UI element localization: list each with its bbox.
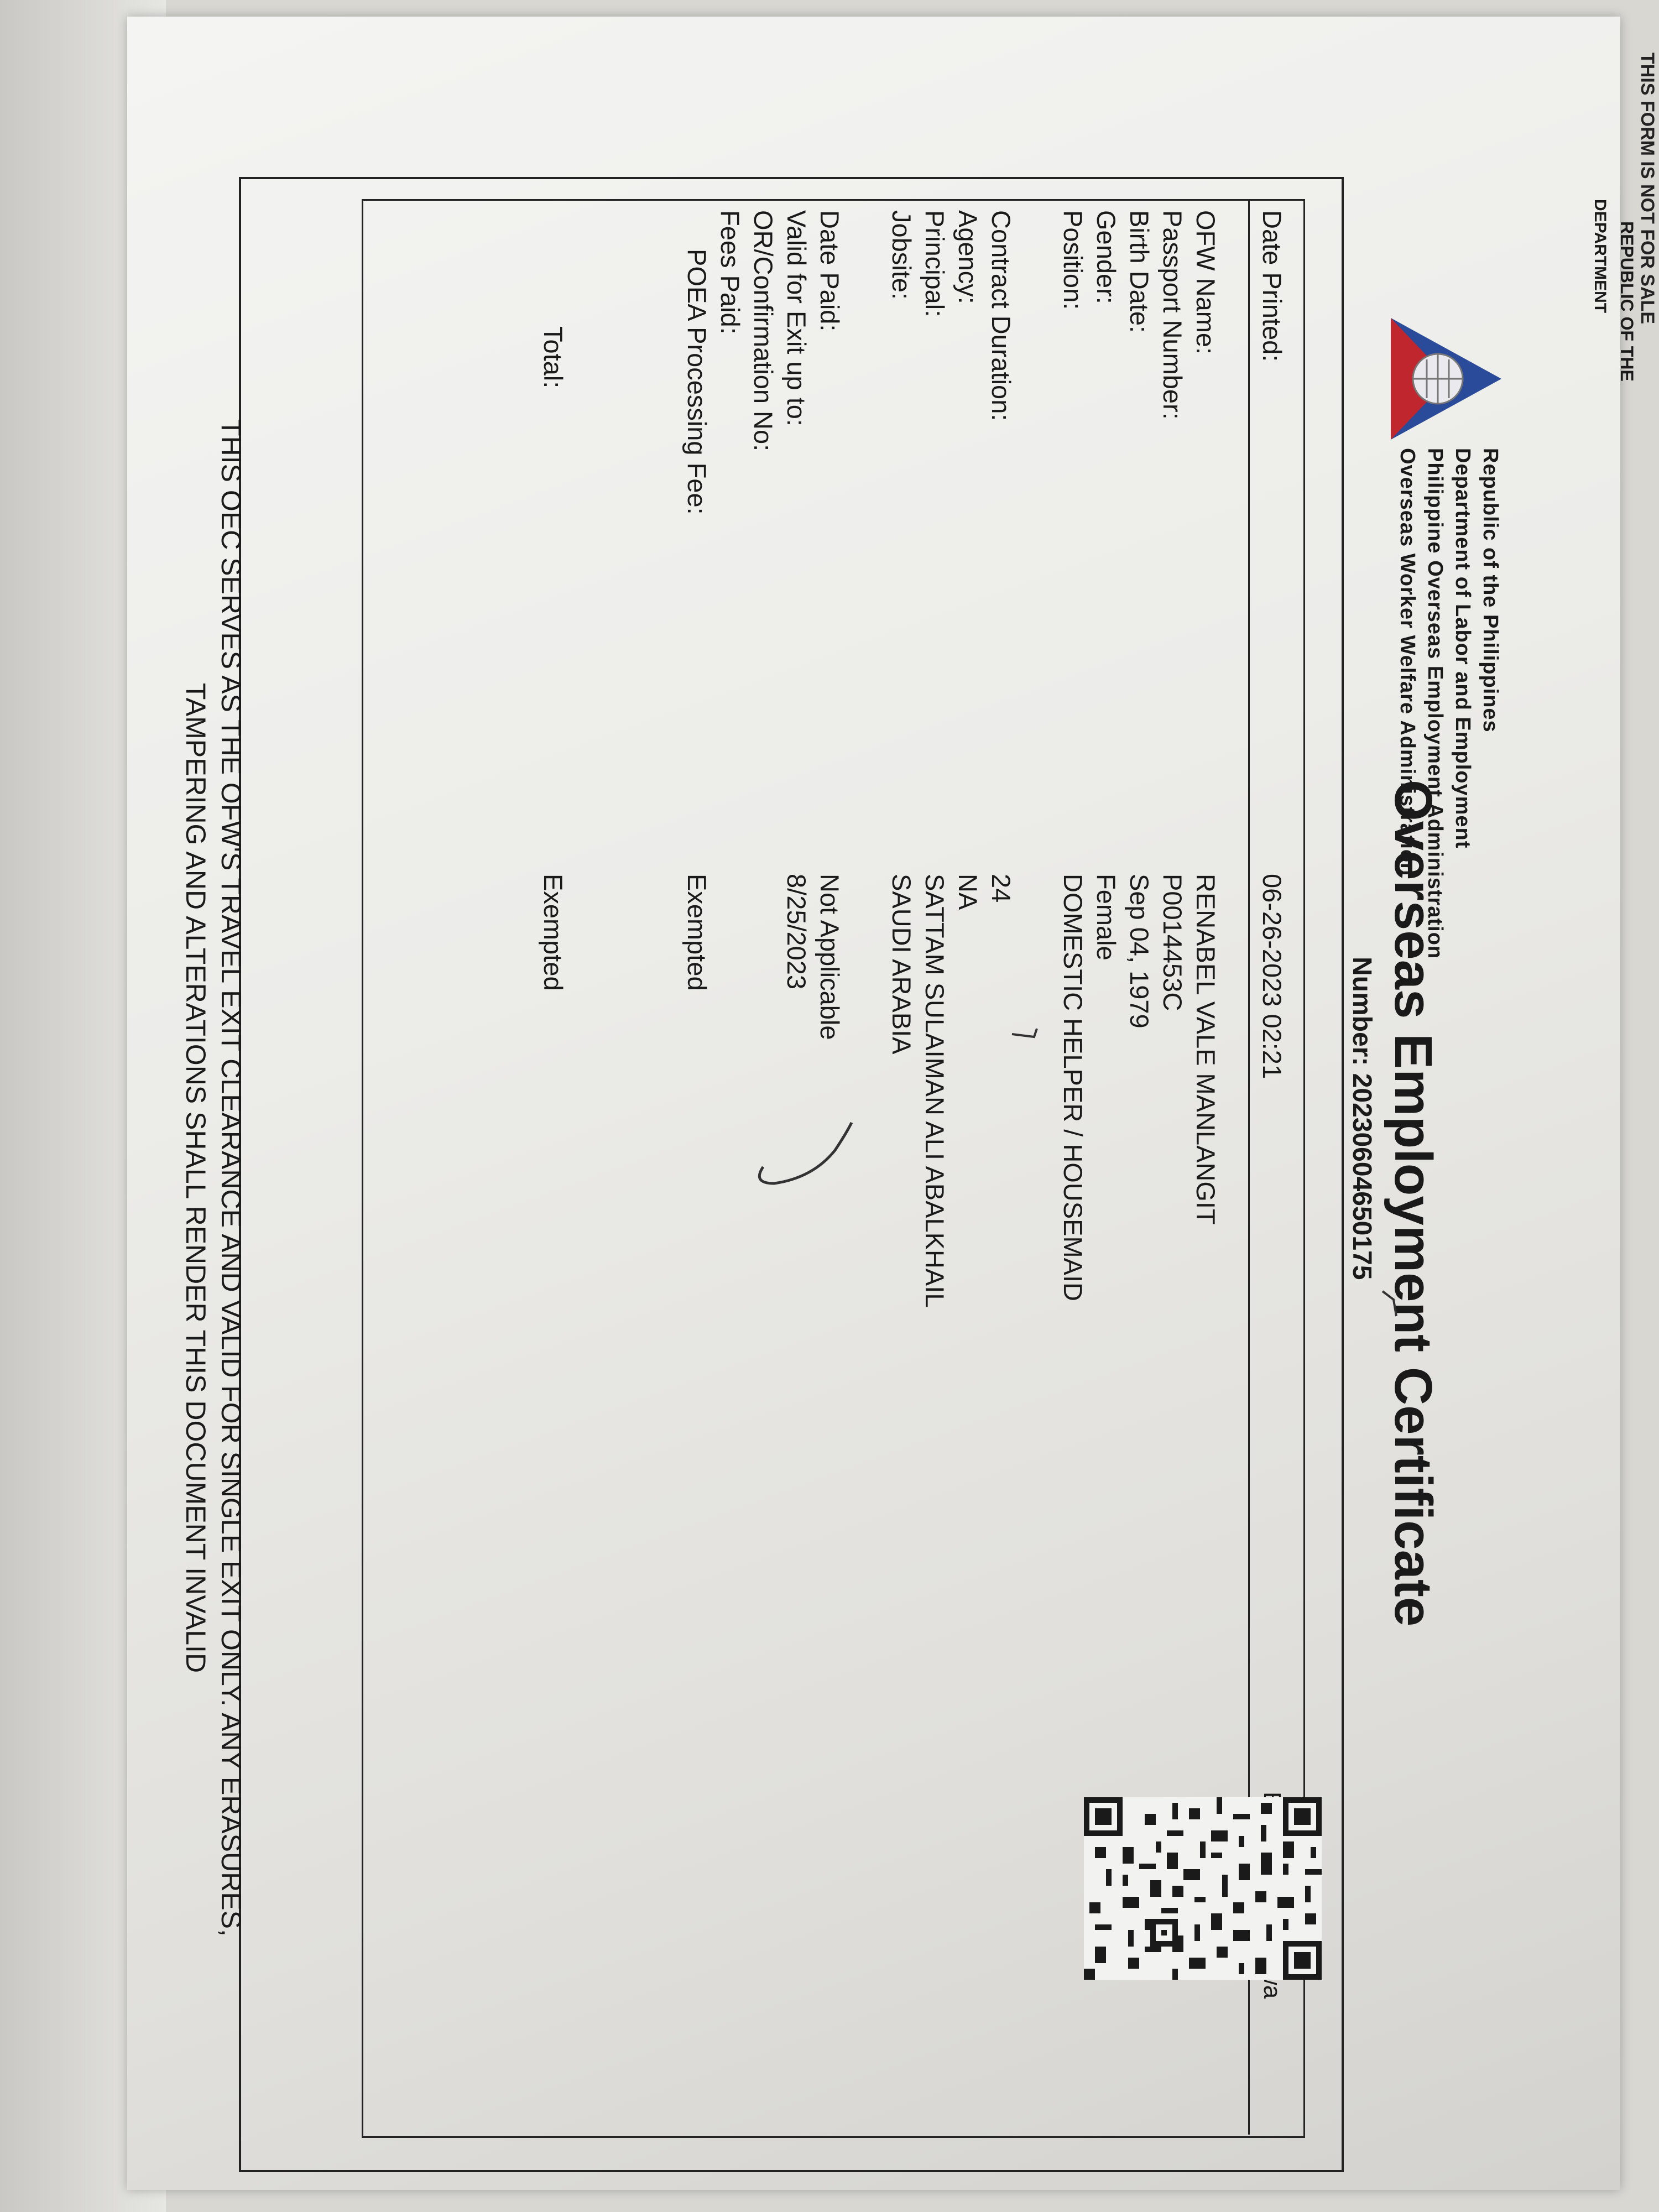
jobsite-label: Jobsite: [887, 210, 916, 300]
contract-duration-value: 24 [987, 874, 1016, 903]
poea-fee-value: Exempted [682, 874, 712, 991]
date-printed-value: 06-26-2023 02:21 [1258, 874, 1287, 1079]
footer-line-1: THIS OEC SERVES AS THE OFW'S TRAVEL EXIT CLEARANCE AND VALID FOR SINGLE EXIT ONLY. ANY ERASURES, [216, 419, 247, 1937]
passport-number-value: P0014453C [1158, 874, 1187, 1011]
position-value: DOMESTIC HELPER / HOUSEMAID [1058, 874, 1088, 1301]
date-printed-label: Date Printed: [1258, 210, 1287, 362]
or-confirmation-label: OR/Confirmation No: [749, 210, 778, 452]
certificate-number-label: Number: [1347, 957, 1376, 1066]
footer-notice [178, 194, 249, 2162]
ofw-name-label: OFW Name: [1191, 210, 1220, 355]
background-strip-line-3: DEPARTMENT [1591, 199, 1609, 314]
total-label: Total: [539, 326, 568, 389]
background-strip-line-1: THIS FORM IS NOT FOR SALE [1637, 53, 1658, 325]
principal-label: Principal: [920, 210, 950, 317]
jobsite-value: SAUDI ARABIA [887, 874, 916, 1055]
ofw-name-value: RENABEL VALE MANLANGIT [1191, 874, 1220, 1225]
valid-until-value: 8/25/2023 [782, 874, 811, 990]
certificate-number [1347, 957, 1377, 1280]
gender-label: Gender: [1092, 210, 1121, 304]
certificate-number-value: 20230604650175 [1347, 1073, 1376, 1280]
total-value: Exempted [539, 874, 568, 991]
background-strip-line-2: REPUBLIC OF THE [1617, 221, 1637, 382]
qr-code [1084, 1797, 1322, 1980]
contract-duration-label: Contract Duration: [987, 210, 1016, 421]
footer-line-2: TAMPERING AND ALTERATIONS SHALL RENDER THIS DOCUMENT INVALID [180, 682, 211, 1673]
certificate-title: Overseas Employment Certificate [1384, 780, 1443, 1627]
date-paid-value: Not Applicable [815, 874, 844, 1040]
poea-logo [1388, 315, 1504, 442]
gender-value: Female [1092, 874, 1121, 961]
principal-value: SATTAM SULAIMAN ALI ABALKHAIL [920, 874, 950, 1308]
agency-value: NA [953, 874, 983, 910]
date-paid-label: Date Paid: [815, 210, 844, 332]
pen-tick-mark [1377, 1288, 1399, 1322]
position-label: Position: [1058, 210, 1088, 310]
agency-line-3: Philippine Overseas Employment Administration [1423, 448, 1447, 959]
agency-line-2: Department of Labor and Employment [1451, 448, 1474, 849]
certificate-page [127, 17, 1637, 2190]
poea-fee-label: POEA Processing Fee: [682, 249, 712, 515]
passport-number-label: Passport Number: [1158, 210, 1187, 420]
birth-date-label: Birth Date: [1125, 210, 1154, 333]
fees-paid-label: Fees Paid: [716, 210, 745, 335]
agency-line-1: Republic of the Philippines [1479, 448, 1502, 733]
agency-line-4: Overseas Worker Welfare Administration [1396, 448, 1419, 877]
birth-date-value: Sep 04, 1979 [1125, 874, 1154, 1029]
valid-until-label: Valid for Exit up to: [782, 210, 811, 426]
agency-label: Agency: [953, 210, 983, 304]
